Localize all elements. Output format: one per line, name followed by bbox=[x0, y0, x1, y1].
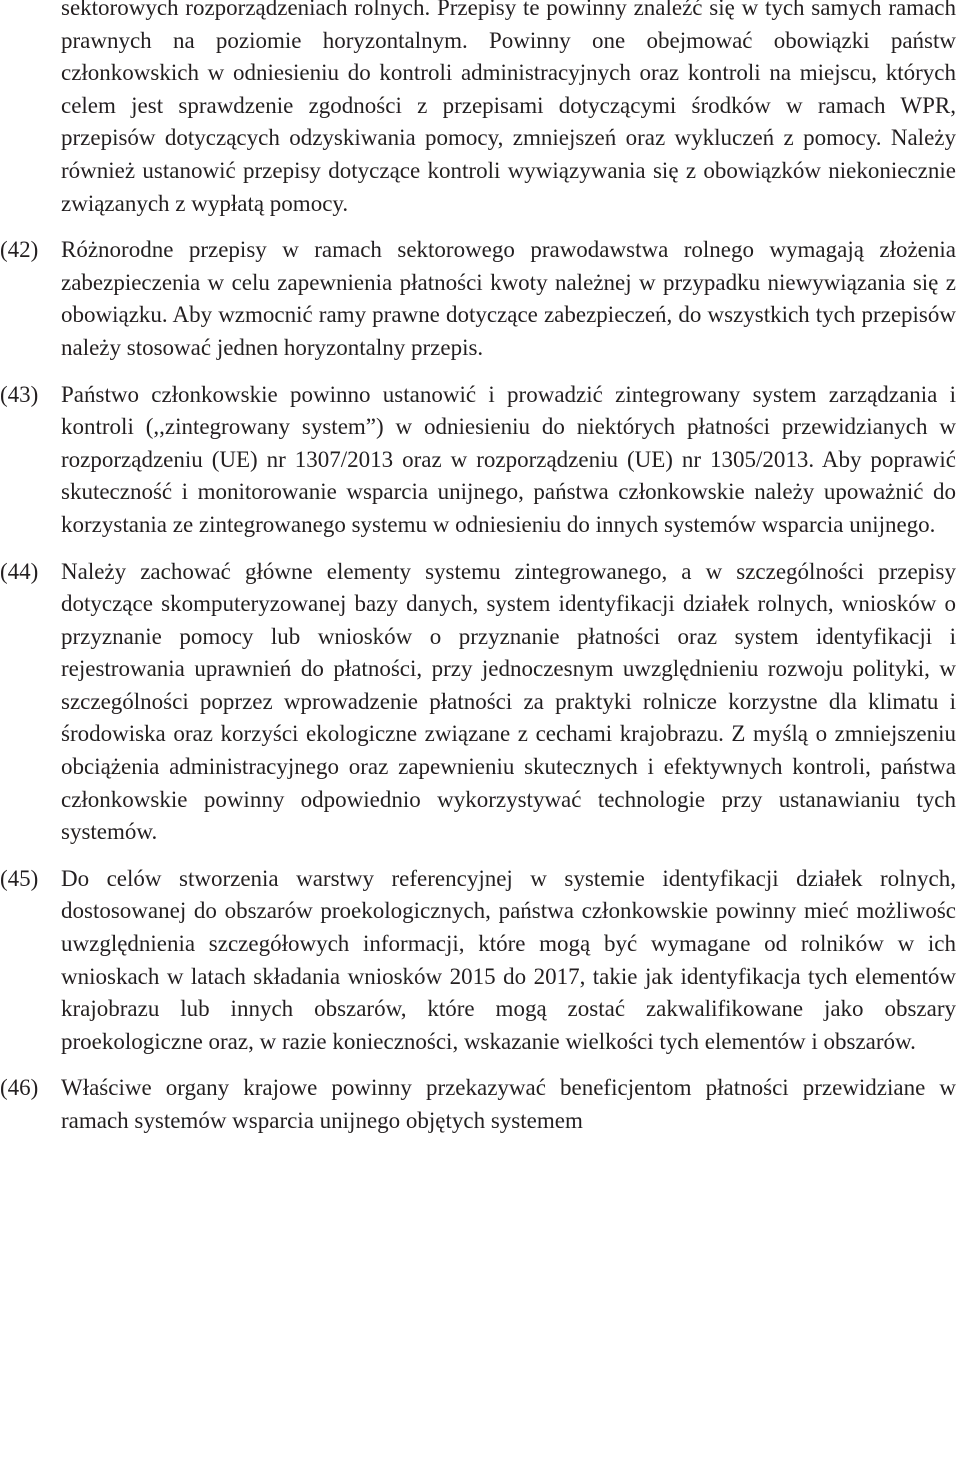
recital-43 bbox=[0, 379, 956, 542]
continuation-paragraph: sektorowych rozporządzeniach rolnych. Przepisy te powinny znaleźć się w tych samych ramach prawnych na poziomie horyzontalnym. Powinny one obejmować obowiązki państw członkowskich w odniesieniu do kontroli administracyjnych oraz kontroli na miejscu, których celem jest sprawdzenie zgodności z przepisami dotyczącymi środków w ramach WPR, przepisów dotyczących odzyskiwania pomocy, zmniejszeń oraz wykluczeń z pomocy. Należy również ustanowić przepisy dotyczące kontroli wywiązywania się z obowiązków niekoniecznie związanych z wypłatą pomocy. bbox=[61, 0, 956, 216]
recital-text: Właściwe organy krajowe powinny przekazywać beneficjentom płatności przewidziane w ramach systemów wsparcia unijnego objętych systemem bbox=[61, 1075, 956, 1133]
recital-number: (44) bbox=[0, 558, 39, 584]
recital-number: (46) bbox=[0, 1075, 39, 1101]
recital-text: Różnorodne przepisy w ramach sektorowego prawodawstwa rolnego wymagają złożenia zabezpieczenia w celu zapewnienia płatności kwoty należnej w przypadku niewywiązania się z obowiązku. Aby wzmocnić ramy prawne dotyczące zabezpieczeń, do wszystkich tych przepisów należy stosować jednen horyzontalny przepis. bbox=[61, 237, 956, 360]
recital-42 bbox=[0, 234, 956, 364]
recital-number: (42) bbox=[0, 237, 39, 263]
recital-text: Do celów stworzenia warstwy referencyjnej w systemie identyfikacji działek rolnych, dostosowanej do obszarów proekologicznych, państwa członkowskie powinny mieć możliwośc uwzględnienia szczegółowych informacji, które mogą być wymagane od rolników w ich wnioskach w latach składania wniosków 2015 do 2017, takie jak identyfikacja tych elementów krajobrazu lub innych obszarów, które mogą zostać zakwalifikowane jako obszary proekologiczne oraz, w razie konieczności, wskazanie wielkości tych elementów i obszarów. bbox=[61, 865, 956, 1054]
recital-text: Państwo członkowskie powinno ustanowić i prowadzić zintegrowany system zarządzania i kontroli (,,zintegrowany system”) w odniesieniu do niektórych płatności przewidzianych w rozporządzeniu (UE) nr 1307/2013 oraz w rozporządzeniu (UE) nr 1305/2013. Aby poprawić skuteczność i monitorowanie wsparcia unijnego, państwa członkowskie należy upoważnić do korzystania ze zintegrowanego systemu w odniesieniu do innych systemów wsparcia unijnego. bbox=[61, 381, 956, 537]
recital-46 bbox=[0, 1072, 956, 1137]
recital-number: (45) bbox=[0, 865, 39, 891]
recital-44 bbox=[0, 556, 956, 849]
recital-45 bbox=[0, 863, 956, 1059]
recital-text: Należy zachować główne elementy systemu zintegrowanego, a w szczególności przepisy dotyczące skomputeryzowanej bazy danych, system identyfikacji działek rolnych, wniosków o przyznanie pomocy lub wniosków o przyznanie płatności oraz system identyfikacji i rejestrowania uprawnień do płatności, przy jednoczesnym uwzględnieniu rozwoju polityki, w szczególności poprzez wprowadzenie płatności za praktyki rolnicze korzystne dla klimatu i środowiska oraz korzyści ekologiczne związane z cechami krajobrazu. Z myślą o zmniejszeniu obciążenia administracyjnego oraz zapewnieniu skutecznych i efektywnych kontroli, państwa członkowskie powinny odpowiednio wykorzystywać technologie przy ustanawianiu tych systemów. bbox=[61, 558, 956, 845]
recital-number: (43) bbox=[0, 381, 39, 407]
